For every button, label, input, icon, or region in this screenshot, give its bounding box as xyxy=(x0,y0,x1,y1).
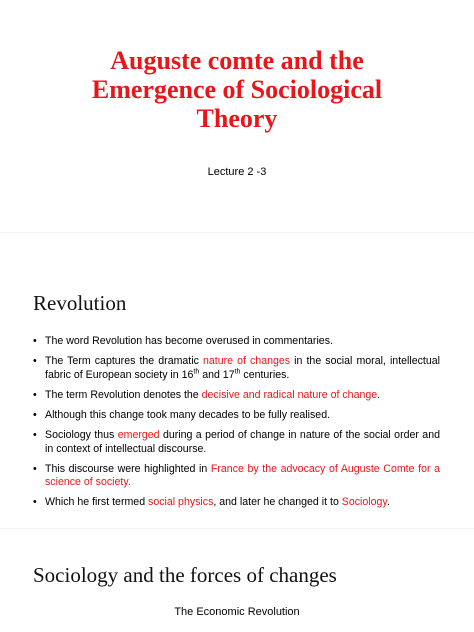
bullet-item: • The term Revolution denotes the decisive and radical nature of change. xyxy=(33,389,440,403)
bullet-item: • Although this change took many decades to be fully realised. xyxy=(33,409,440,423)
section-heading-revolution: Revolution xyxy=(33,291,127,315)
sub-item-economic-revolution: The Economic Revolution xyxy=(174,606,300,618)
bullet-list xyxy=(33,335,440,516)
bullet-item: • The word Revolution has become overused in commentaries. xyxy=(33,335,440,349)
highlight-text: social physics xyxy=(148,496,214,509)
bullet-item: • Sociology thus emerged during a period of change in nature of the social order and in context of intellectual discourse. xyxy=(33,429,440,457)
slide-subtitle: Lecture 2 -3 xyxy=(207,166,267,178)
highlight-text: nature of changes xyxy=(202,354,291,367)
bullet-item: • The Term captures the dramatic nature of changes in the social moral, intellectual fabric of European society in 16th and 17th centuries. xyxy=(33,355,440,383)
title-line-3: Theory xyxy=(196,104,278,133)
bullet-item: • This discourse were highlighted in France by the advocacy of Auguste Comte for a science of society. xyxy=(33,463,440,491)
highlight-text: decisive and radical nature of change xyxy=(201,388,378,401)
highlight-text: emerged xyxy=(117,428,160,441)
bullet-item: • Which he first termed social physics, and later he changed it to Sociology. xyxy=(33,496,440,510)
section-heading-forces-of-change: Sociology and the forces of changes xyxy=(33,563,337,587)
slide-divider xyxy=(0,528,474,529)
highlight-text: Sociology xyxy=(341,496,387,509)
highlight-text: France by the advocacy of Auguste Comte for a science of society. xyxy=(45,462,440,489)
title-line-1: Auguste comte and the xyxy=(110,46,364,75)
slide-title xyxy=(40,46,434,133)
title-line-2: Emergence of Sociological xyxy=(91,75,383,104)
slide-divider xyxy=(0,232,474,233)
